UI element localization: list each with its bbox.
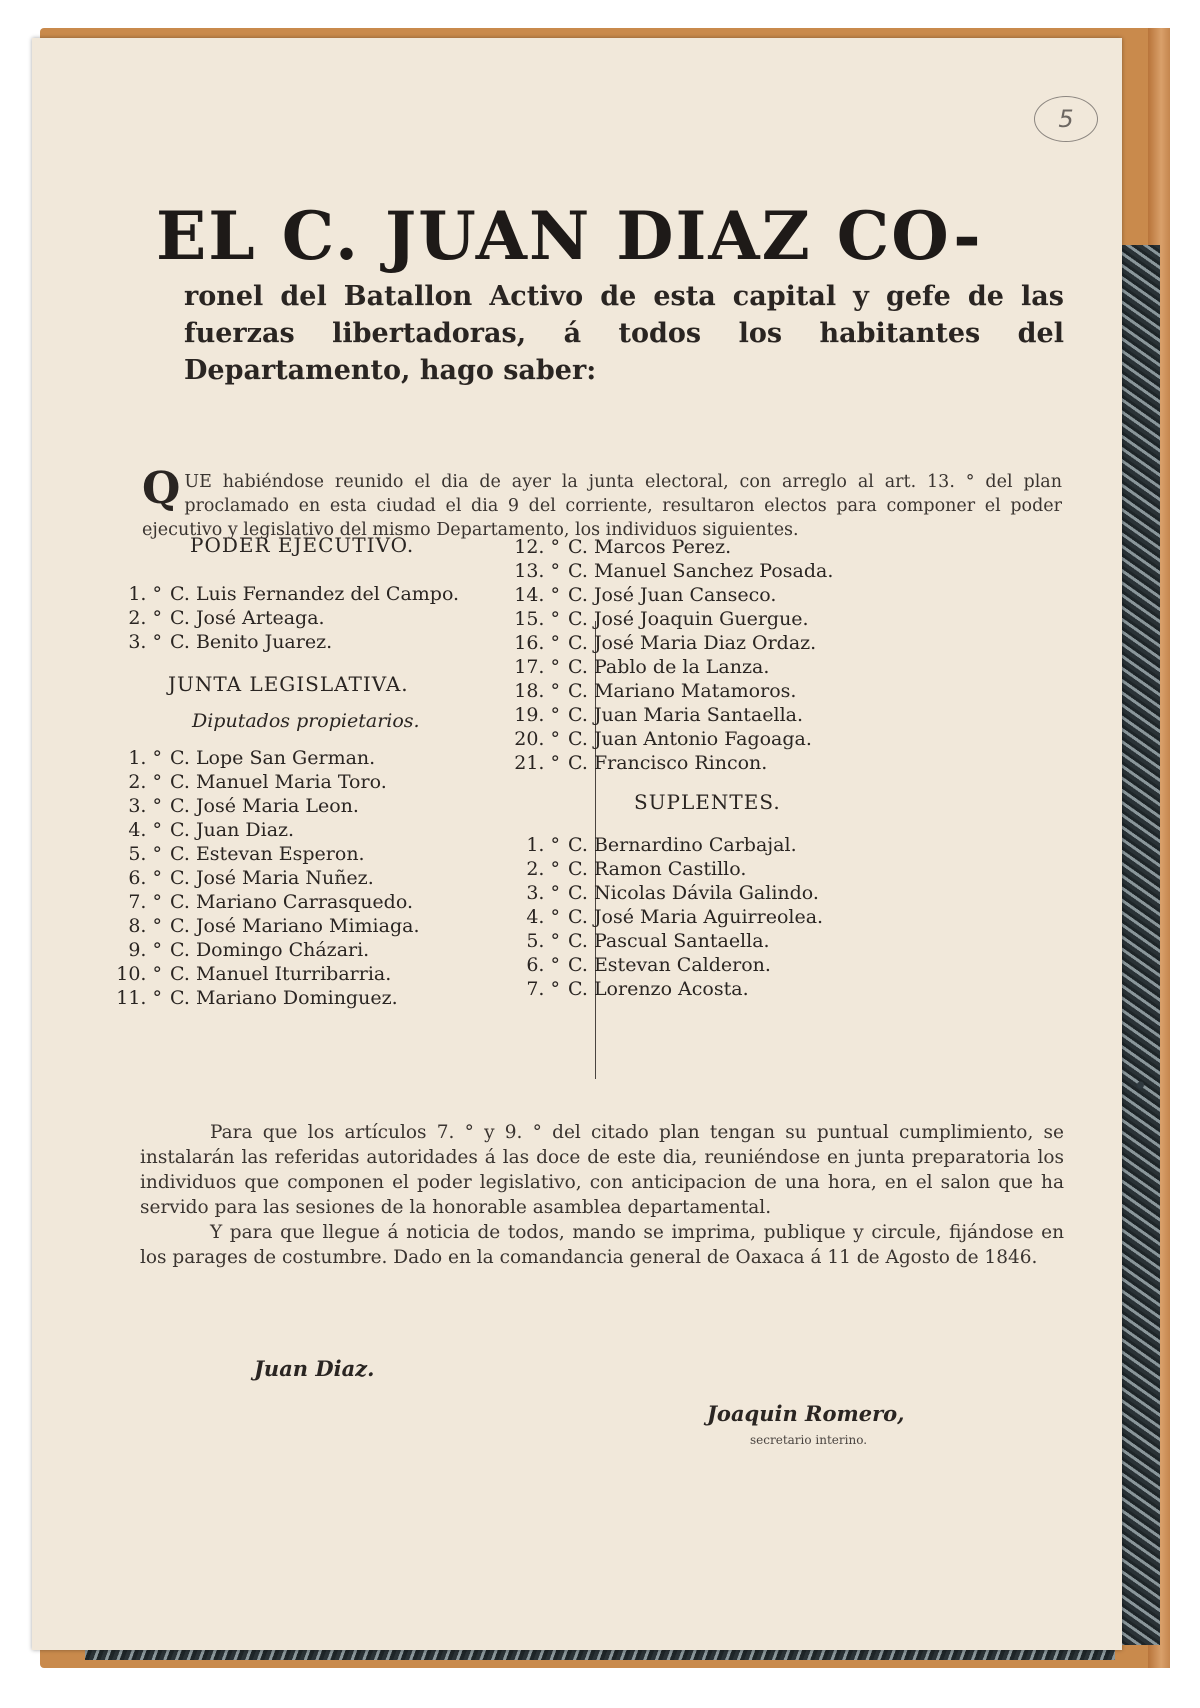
list-item [100,914,420,938]
list-item [498,727,833,751]
list-item [498,751,833,775]
intro-paragraph [142,463,1062,542]
member-name: C. José Juan Canseco. [568,584,777,606]
member-name: C. Pablo de la Lanza. [568,656,770,678]
list-item [100,606,459,630]
heading-suplentes: SUPLENTES. [634,790,781,814]
item-number: 12. ° [514,536,560,558]
paragraph-publication: Y para que llegue á noticia de todos, mando se imprima, publique y circule, fijándose en los parages de costumbre. Dado en la comandancia general de Oaxaca á 11 de Agosto de 1846. [140,1222,1064,1268]
item-number: 6. ° [526,954,560,976]
page-number: 5 [1034,96,1098,142]
closing-text [140,1120,1064,1270]
member-name: C. Juan Antonio Fagoaga. [568,728,812,750]
list-item [498,857,823,881]
list-item [100,794,420,818]
member-name: C. Ramon Castillo. [568,858,747,880]
list-item [100,582,459,606]
junta-legislativa-list-right [498,535,833,775]
member-name: C. Manuel Sanchez Posada. [568,560,834,582]
list-item [498,929,823,953]
list-item [498,607,833,631]
member-name: C. Francisco Rincon. [568,752,768,774]
list-item [498,881,823,905]
list-item [498,655,833,679]
item-number: 7. ° [128,891,162,913]
list-item [100,770,420,794]
list-item [498,631,833,655]
member-name: C. Juan Diaz. [170,819,295,841]
list-item [100,630,459,654]
item-number: 16. ° [514,632,560,654]
intro-text: UE habiéndose reunido el dia de ayer la junta electoral, con arreglo al art. 13. ° del plan proclamado en esta ciudad el dia 9 del corriente, resultaron electos para componer el poder ejecutivo y legislativo del mismo Departamento, los individuos siguientes. [142,472,1062,540]
item-number: 4. ° [526,906,560,928]
member-name: C. José Joaquin Guergue. [568,608,809,630]
item-number: 20. ° [514,728,560,750]
member-name: C. Nicolas Dávila Galindo. [568,882,819,904]
list-item [100,938,420,962]
signature-title: secretario interino. [750,1433,868,1447]
item-number: 4. ° [128,819,162,841]
item-number: 2. ° [128,607,162,629]
list-item [100,986,420,1010]
heading-poder-ejecutivo: PODER EJECUTIVO. [190,533,415,557]
list-item [498,583,833,607]
item-number: 8. ° [128,915,162,937]
list-item [100,842,420,866]
item-number: 2. ° [526,858,560,880]
signature-joaquin-romero: Joaquin Romero, [707,1401,905,1426]
list-item [498,535,833,559]
member-name: C. Manuel Maria Toro. [170,771,387,793]
list-item [100,962,420,986]
member-name: C. José Arteaga. [170,607,325,629]
heading-junta-legislativa: JUNTA LEGISLATIVA. [168,672,409,696]
item-number: 3. ° [128,795,162,817]
member-name: C. Pascual Santaella. [568,930,770,952]
member-name: C. Marcos Perez. [568,536,732,558]
item-number: 3. ° [526,882,560,904]
item-number: 1. ° [128,583,162,605]
item-number: 5. ° [128,843,162,865]
item-number: 18. ° [514,680,560,702]
item-number: 5. ° [526,930,560,952]
member-name: C. José Mariano Mimiaga. [170,915,420,937]
paragraph-installation: Para que los artículos 7. ° y 9. ° del citado plan tengan su puntual cumplimiento, se instalarán las referidas autoridades á las doce de este dia, reuniéndose en junta preparatoria los individuos que componen el poder legislativo, con anticipacion de una hora, en el salon que ha servido para las sesiones de la honorable asamblea departamental. [140,1122,1064,1218]
list-item [498,977,823,1001]
member-name: C. Estevan Calderon. [568,954,771,976]
item-number: 1. ° [128,747,162,769]
list-item [498,703,833,727]
list-item [100,866,420,890]
member-name: C. José Maria Diaz Ordaz. [568,632,817,654]
member-name: C. Lope San German. [170,747,376,769]
item-number: 1. ° [526,834,560,856]
item-number: 14. ° [514,584,560,606]
suplentes-list [498,833,823,1001]
item-number: 6. ° [128,867,162,889]
item-number: 19. ° [514,704,560,726]
list-item [498,953,823,977]
subheading-diputados: Diputados propietarios. [192,710,420,732]
drop-cap: Q [142,463,181,514]
subheadline: ronel del Batallon Activo de esta capital y gefe de las fuerzas libertadoras, á todos los habitantes del Departamento, hago saber: [184,281,1064,386]
headline: EL C. JUAN DIAZ CO- [156,197,983,275]
signature-juan-diaz: Juan Diaz. [254,1356,375,1381]
member-name: C. Mariano Matamoros. [568,680,797,702]
member-name: C. Lorenzo Acosta. [568,978,749,1000]
member-name: C. Manuel Iturribarria. [170,963,392,985]
member-name: C. Benito Juarez. [170,631,333,653]
member-name: C. Mariano Carrasquedo. [170,891,413,913]
item-number: 17. ° [514,656,560,678]
item-number: 7. ° [526,978,560,1000]
item-number: 9. ° [128,939,162,961]
junta-legislativa-list-left [100,746,420,1010]
member-name: C. Domingo Cházari. [170,939,370,961]
list-item [498,833,823,857]
member-name: C. José Maria Leon. [170,795,359,817]
poder-ejecutivo-list [100,582,459,654]
broadside-page [32,38,1122,1650]
item-number: 11. ° [116,987,162,1009]
member-name: C. Bernardino Carbajal. [568,834,797,856]
member-name: C. José Maria Nuñez. [170,867,374,889]
member-name: C. Estevan Esperon. [170,843,365,865]
item-number: 13. ° [514,560,560,582]
list-item [100,746,420,770]
list-item [498,559,833,583]
member-name: C. Juan Maria Santaella. [568,704,804,726]
member-name: C. Mariano Dominguez. [170,987,398,1009]
member-name: C. José Maria Aguirreolea. [568,906,824,928]
item-number: 10. ° [116,963,162,985]
list-item [498,905,823,929]
list-item [100,818,420,842]
item-number: 21. ° [514,752,560,774]
list-item [100,890,420,914]
item-number: 2. ° [128,771,162,793]
item-number: 3. ° [128,631,162,653]
member-name: C. Luis Fernandez del Campo. [170,583,460,605]
list-item [498,679,833,703]
item-number: 15. ° [514,608,560,630]
